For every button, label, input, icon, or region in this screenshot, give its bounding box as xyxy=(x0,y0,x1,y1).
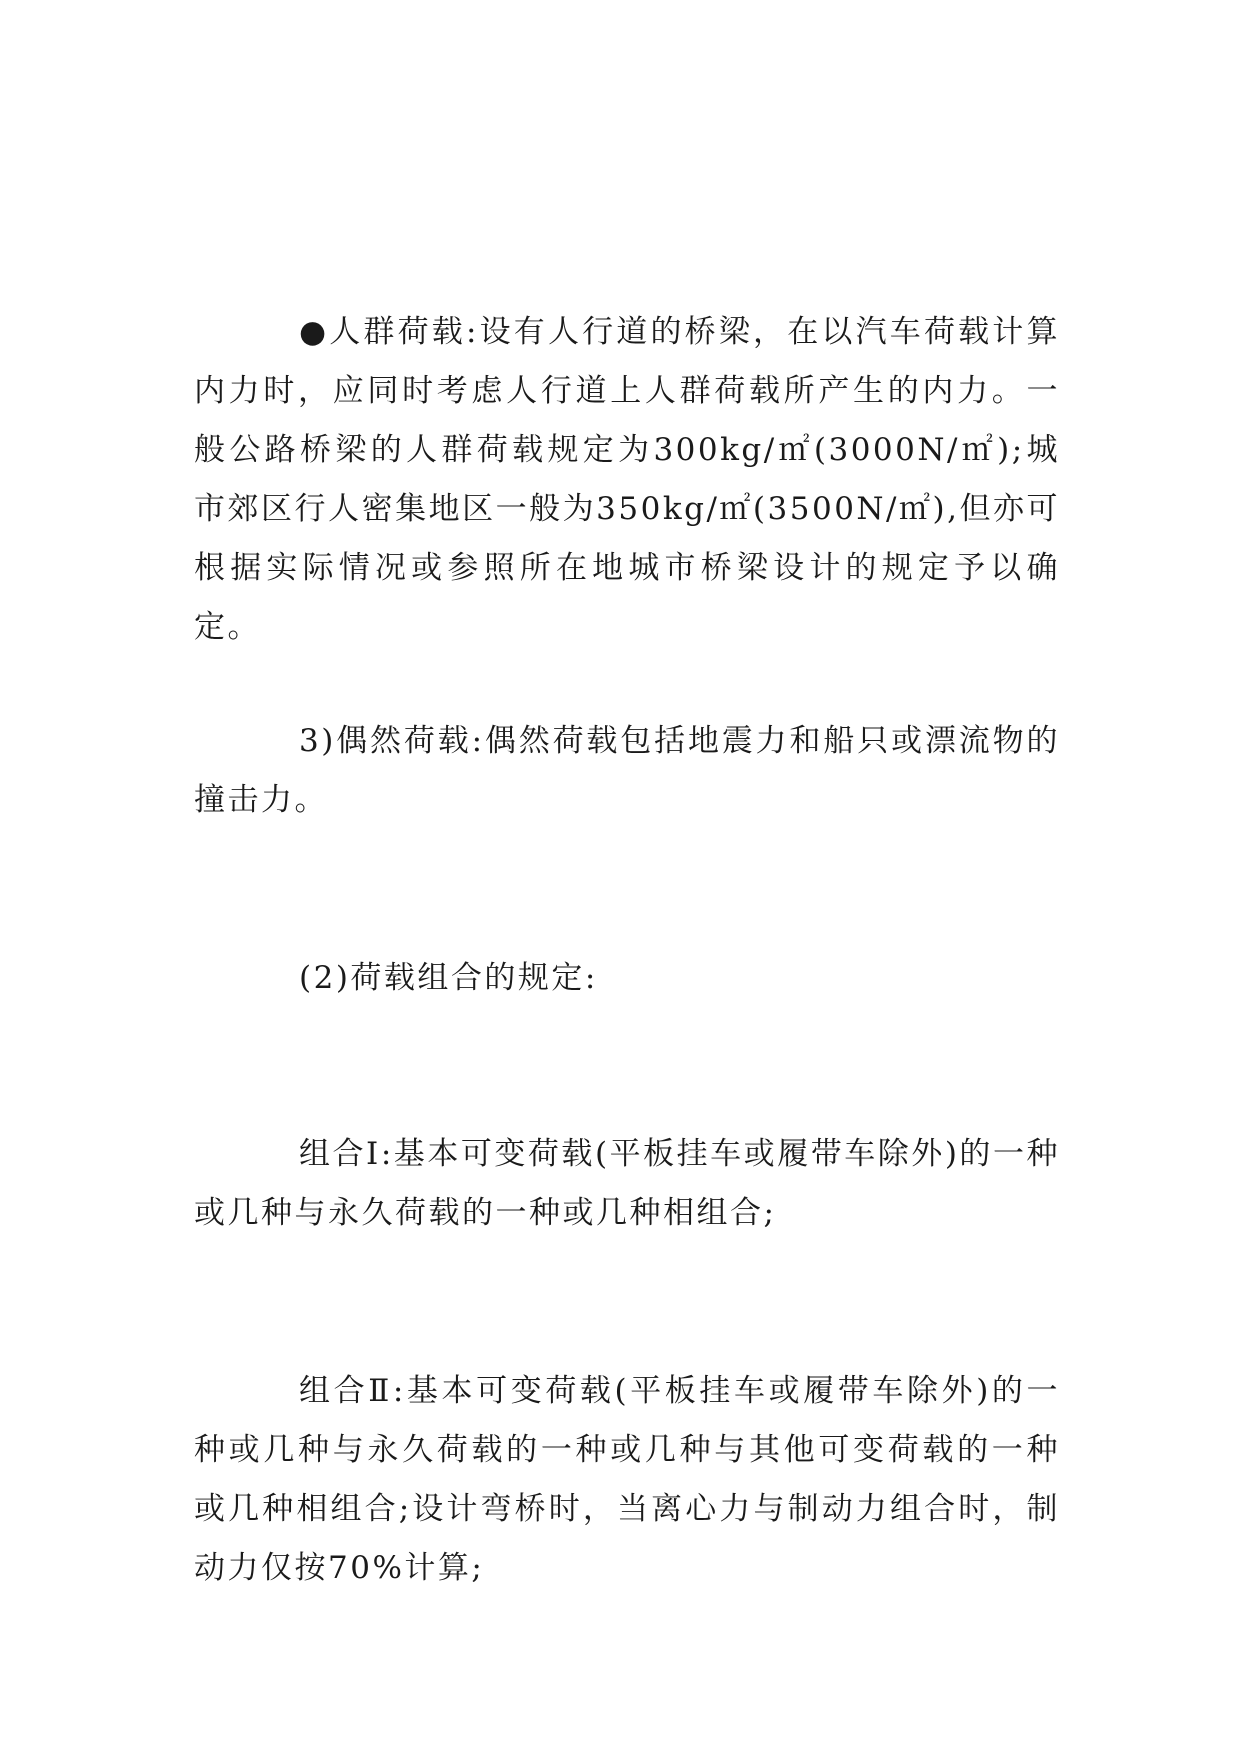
paragraph-load-combination-heading: (2)荷载组合的规定: xyxy=(299,960,598,996)
paragraph-combination-1: 组合Ⅰ:基本可变荷载(平板挂车或履带车除外)的一种或几种与永久荷载的一种或几种相组合; xyxy=(194,1136,1060,1231)
paragraph-combination-2: 组合Ⅱ:基本可变荷载(平板挂车或履带车除外)的一种或几种与永久荷载的一种或几种与其他可变荷载的一种或几种相组合;设计弯桥时，当离心力与制动力组合时，制动力仅按70%计算; xyxy=(194,1373,1060,1586)
paragraph-accidental-load: 3)偶然荷载:偶然荷载包括地震力和船只或漂流物的撞击力。 xyxy=(194,723,1060,818)
paragraph-crowd-load: ●人群荷载:设有人行道的桥梁，在以汽车荷载计算内力时，应同时考虑人行道上人群荷载所产生的内力。一般公路桥梁的人群荷载规定为300kg/㎡(3000N/㎡);城市郊区行人密集地区一般为350kg/㎡(3500N/㎡),但亦可根据实际情况或参照所在地城市桥梁设计的规定予以确定。 xyxy=(194,314,1060,645)
